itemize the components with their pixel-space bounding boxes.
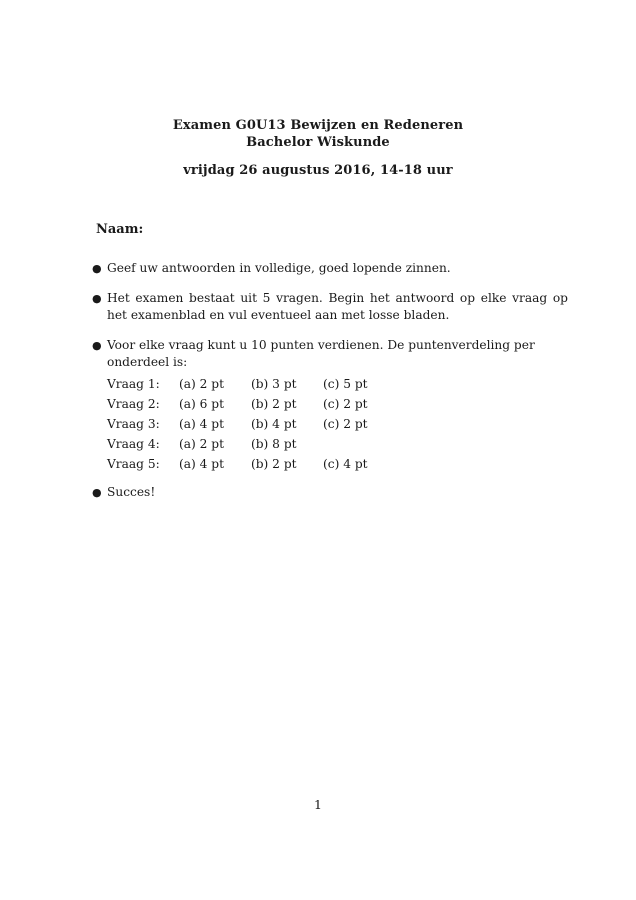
- bullet-icon: ●: [92, 291, 102, 305]
- title-block: [0, 117, 636, 179]
- question-label: Vraag 4:: [107, 436, 160, 451]
- instruction-list: [90, 260, 568, 501]
- bullet-icon: ●: [92, 338, 102, 352]
- part-points: (c) 4 pt: [323, 456, 368, 471]
- part-points: (c) 2 pt: [323, 396, 368, 411]
- question-label: Vraag 5:: [107, 456, 160, 471]
- part-points: (b) 2 pt: [251, 396, 297, 411]
- part-points: (a) 2 pt: [179, 376, 224, 391]
- instruction-item: [90, 337, 568, 476]
- exam-title: Examen G0U13 Bewijzen en Redeneren: [172, 118, 464, 133]
- part-points: (b) 4 pt: [251, 416, 297, 431]
- part-points: (a) 4 pt: [179, 416, 224, 431]
- points-row: [107, 396, 395, 416]
- points-row: [107, 456, 395, 476]
- points-row: [107, 416, 395, 436]
- question-label: Vraag 3:: [107, 416, 160, 431]
- name-label: Naam:: [96, 222, 144, 237]
- part-points: (a) 6 pt: [179, 396, 224, 411]
- bullet-icon: ●: [92, 262, 102, 275]
- part-points: (a) 2 pt: [179, 436, 224, 451]
- question-label: Vraag 1:: [107, 376, 160, 391]
- part-points: (b) 3 pt: [251, 376, 297, 391]
- part-points: [323, 436, 395, 456]
- instruction-text: Geef uw antwoorden in volledige, goed lopende zinnen.: [107, 261, 451, 275]
- exam-date: vrijdag 26 augustus 2016, 14-18 uur: [183, 163, 453, 178]
- instruction-item: [90, 260, 568, 278]
- part-points: (a) 4 pt: [179, 456, 224, 471]
- bullet-icon: ●: [92, 485, 102, 499]
- instruction-text: Het examen bestaat uit 5 vragen. Begin het antwoord op elke vraag op het examenblad en vul eventueel aan met losse bladen.: [107, 290, 568, 322]
- page-number: 1: [314, 797, 322, 812]
- part-points: (c) 5 pt: [323, 376, 368, 391]
- instruction-item: [90, 484, 568, 502]
- part-points: (c) 2 pt: [323, 416, 368, 431]
- instruction-item: [90, 290, 568, 325]
- part-points: (b) 2 pt: [251, 456, 297, 471]
- points-row: [107, 436, 395, 456]
- part-points: (b) 8 pt: [251, 436, 297, 451]
- points-table: [107, 376, 395, 476]
- instruction-text: Voor elke vraag kunt u 10 punten verdienen. De puntenverdeling per onderdeel is:: [107, 337, 535, 369]
- instruction-text: Succes!: [107, 484, 156, 499]
- question-label: Vraag 2:: [107, 396, 160, 411]
- exam-program: Bachelor Wiskunde: [246, 135, 390, 150]
- points-row: [107, 376, 395, 396]
